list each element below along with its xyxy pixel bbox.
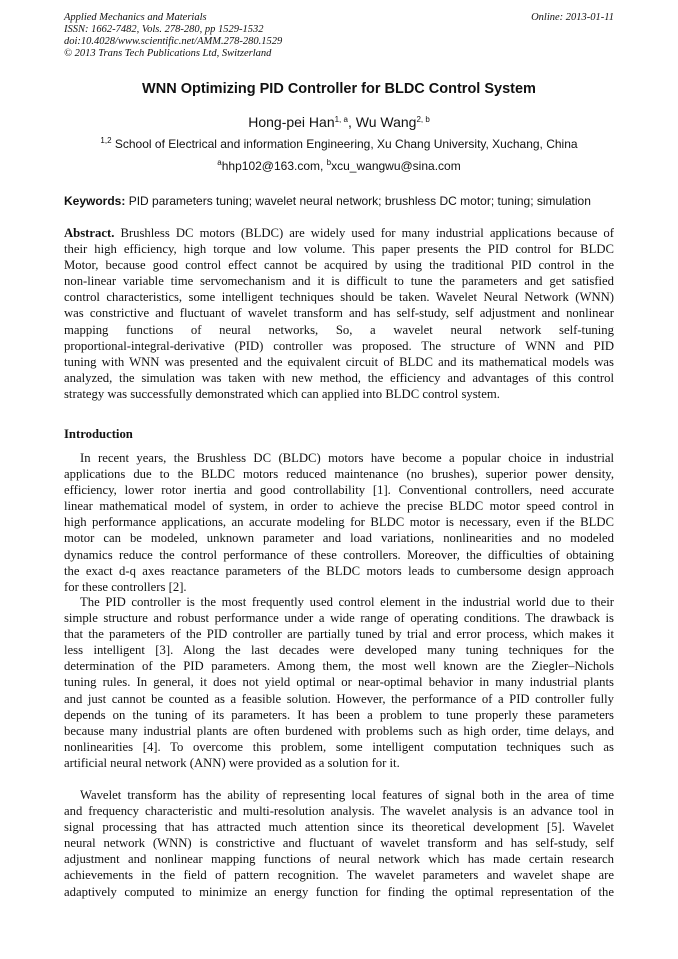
abstract-label: Abstract. bbox=[64, 226, 115, 240]
paragraph-line: Wavelet transform has the ability of representing local features of signal both in the area of time bbox=[80, 788, 614, 802]
paragraph-line: that the parameters of the PID controller are partially tuned by trial and error process, which makes it bbox=[64, 627, 614, 642]
paragraph-line: adaptively computed to minimize an energy function for finding the optimal representation of the bbox=[64, 884, 614, 899]
paper-title: WNN Optimizing PID Controller for BLDC Control System bbox=[142, 81, 536, 97]
paragraph-line: depends on the tuning of its parameters. It has been a problem to tune properly these parameters bbox=[64, 707, 614, 722]
author-line bbox=[0, 114, 678, 130]
paragraph-line: determination of the PID parameters. Among them, the most well known are the Ziegler–Nichols bbox=[64, 659, 614, 674]
author-name: Wu Wang bbox=[355, 114, 417, 130]
abstract-line: analyzed, the simulation was taken with new method, the efficiency and advantages of this control bbox=[64, 370, 614, 385]
paragraph-line: simple structure and robust performance under a wide range of operating conditions. The drawback is bbox=[64, 611, 614, 626]
doi-line: doi:10.4028/www.scientific.net/AMM.278-280.1529 bbox=[64, 36, 283, 47]
paragraph-line: dynamics reduce the control performance of these controllers. Moreover, the difficulties of obtaining bbox=[64, 547, 614, 562]
section-heading: Introduction bbox=[64, 427, 133, 441]
author-name: Hong-pei Han bbox=[248, 114, 335, 130]
journal-name: Applied Mechanics and Materials bbox=[64, 12, 207, 23]
abstract-line: strategy was successfully demonstrated which can applied into BLDC control system. bbox=[64, 386, 500, 401]
email-superscript: b bbox=[326, 158, 332, 167]
abstract-line: their high efficiency, high torque and low volume. This paper presents the PID control for BLDC bbox=[64, 242, 614, 257]
author-superscript: 1, a bbox=[334, 115, 348, 124]
paragraph-line: adjustment and nonlinear mapping functions of neural network which has made certain research bbox=[64, 852, 614, 867]
abstract-line: mapping functions of neural networks, So, a wavelet neural network self-tuning bbox=[64, 322, 614, 337]
online-date: Online: 2013-01-11 bbox=[531, 12, 614, 23]
paragraph-line: applications due to the BLDC motors reduced maintenance (no brushes), superior power density, bbox=[64, 467, 614, 482]
email-address: xcu_wangwu@sina.com bbox=[331, 159, 461, 173]
paragraph-line: nonlinearities [4]. To overcome this problem, some intelligent computation techniques such as bbox=[64, 739, 614, 754]
paragraph-line: the exact d-q axes reactance parameters of the BLDC motors leads to cumbersome design approach bbox=[64, 563, 614, 578]
keywords bbox=[64, 194, 624, 208]
abstract bbox=[64, 225, 614, 402]
paragraph-line: because many industrial plants are often burdened with problems such as high order, time delays, and bbox=[64, 723, 614, 738]
affiliation bbox=[0, 137, 678, 151]
email-address: hhp102@163.com bbox=[221, 159, 320, 173]
keywords-text: PID parameters tuning; wavelet neural network; brushless DC motor; tuning; simulation bbox=[125, 194, 591, 208]
paragraph-line: linear mathematical model of system, in order to achieve the precise BLDC motor speed control in bbox=[64, 499, 614, 514]
email-line bbox=[0, 159, 678, 173]
paragraph-line: In recent years, the Brushless DC (BLDC) motors have become a popular choice in industrial bbox=[80, 451, 614, 465]
paragraph-line: and frequency characteristic and multi-resolution analysis. The wavelet analysis is an advance tool in bbox=[64, 804, 614, 819]
email-separator: , bbox=[320, 159, 327, 173]
paragraph-line: and just cannot be counted as a feasible solution. However, the performance of a PID controller fully bbox=[64, 691, 614, 706]
paragraph bbox=[64, 787, 614, 900]
keywords-label: Keywords: bbox=[64, 194, 126, 208]
paragraph-line: neural network (WNN) is constrictive and fluctuant of wavelet transform and has self-study, self bbox=[64, 836, 614, 851]
paragraph-line: artificial neural network (ANN) were provided as a solution for it. bbox=[64, 755, 400, 770]
paragraph-line: motor can be modeled, unknown parameter and load variations, nonlinearities and no modeled bbox=[64, 531, 614, 546]
journal-header bbox=[64, 12, 282, 60]
copyright-line: © 2013 Trans Tech Publications Ltd, Switzerland bbox=[64, 48, 272, 59]
abstract-line: Motor, because good control effect cannot be acquired by using the traditional PID control in the bbox=[64, 258, 614, 273]
abstract-line: non-linear variable time servomechanism and it is difficult to tune the parameters and get satisfied bbox=[64, 274, 614, 289]
paragraph-line: signal processing that has attracted much attention since its theoretical development [5]. Wavelet bbox=[64, 820, 614, 835]
paragraph-line: for these controllers [2]. bbox=[64, 579, 187, 594]
issn-line: ISSN: 1662-7482, Vols. 278-280, pp 1529-1532 bbox=[64, 24, 264, 35]
paragraph-line: efficiency, lower rotor inertia and good controllability [1]. Conventional controllers, need accurate bbox=[64, 483, 614, 498]
email-superscript: a bbox=[217, 158, 222, 167]
author-superscript: 2, b bbox=[416, 115, 430, 124]
affiliation-text: School of Electrical and information Engineering, Xu Chang University, Xuchang, China bbox=[111, 137, 578, 151]
affiliation-superscript: 1,2 bbox=[100, 136, 112, 145]
paragraph-line: achievements in the field of pattern recognition. The wavelet parameters and wavelet shape are bbox=[64, 868, 614, 883]
abstract-line: tuning with WNN was presented and the equivalent circuit of BLDC and its mathematical models was bbox=[64, 354, 614, 369]
abstract-line: control characteristics, some intelligent techniques should be taken. Wavelet Neural Network (WNN) bbox=[64, 290, 614, 305]
paragraph-line: high performance applications, an accurate modeling for BLDC motor is necessary, even if the BLDC bbox=[64, 515, 614, 530]
abstract-line: was constrictive and fluctuant of wavelet transform and has self-study, self adjustment and nonlinear bbox=[64, 306, 614, 321]
paragraph-line: tuning rules. In general, it does not yield optimal or near-optimal behavior in many industrial plants bbox=[64, 675, 614, 690]
paragraph-line: less intelligent [3]. Along the last decades were developed many tuning techniques for the bbox=[64, 643, 614, 658]
paragraph-line: The PID controller is the most frequently used control element in the industrial world due to their bbox=[80, 595, 614, 609]
abstract-line: proportional-integral-derivative (PID) controller was proposed. The structure of WNN and PID bbox=[64, 338, 614, 353]
abstract-line: Abstract. Brushless DC motors (BLDC) are widely used for many industrial applications because of bbox=[64, 226, 614, 240]
author-separator: , bbox=[347, 114, 356, 130]
paragraph bbox=[64, 594, 614, 771]
paragraph bbox=[64, 450, 614, 595]
